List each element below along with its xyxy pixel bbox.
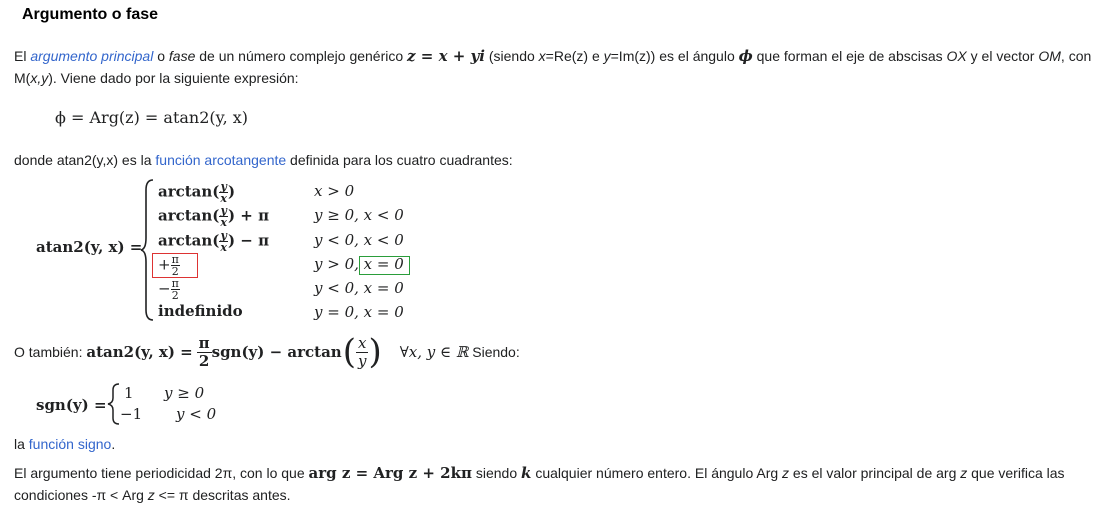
piecewise-row4-cond: y > 0, x = 0: [314, 255, 404, 273]
piecewise-row1-cond: x > 0: [314, 182, 355, 200]
piecewise-row6-expr: indefinido: [158, 302, 243, 320]
link-argumento[interactable]: argumento: [30, 48, 98, 64]
sgn-row1-cond: y ≥ 0: [164, 384, 205, 402]
link-principal[interactable]: principal: [101, 48, 154, 64]
highlight-green-box: [359, 256, 410, 275]
sgn-row2-cond: y < 0: [176, 405, 217, 423]
formula-period: arg z = Arg z + 2kπ: [308, 464, 472, 482]
formula-z: z = x + yi: [407, 47, 485, 65]
piecewise-row3-cond: y < 0, x < 0: [314, 231, 404, 249]
sgn-brace-icon: [107, 382, 121, 426]
left-brace-icon: [140, 178, 156, 322]
intro-paragraph-line1: El argumento principal o fase de un número complejo genérico z = x + yi (siendo x=Re(z) e y=Im(z)) es el ángulo ϕ que forman el eje de abscisas OX y el vector OM, con: [14, 47, 1092, 65]
piecewise-row1-expr: arctan( $\frac{y}{x}$ ): [158, 180, 236, 205]
intro-paragraph-line2: M(x,y). Viene dado por la siguiente expresión:: [14, 70, 299, 86]
highlighted-x-eq-0: x = 0: [363, 255, 404, 273]
donde-paragraph: donde atan2(y,x) es la función arcotangente definida para los cuatro cuadrantes:: [14, 152, 513, 168]
sgn-row2-val: −1: [120, 405, 143, 423]
piecewise-row3-expr: arctan( $\frac{y}{x}$ ) − π: [158, 229, 270, 254]
tambien-line: O también: atan2(y, x) = $\frac{\pi}{2}$ sgn(y) − arctan ( $\frac{x}{y}$ ) ∀x, y ∈ ℝ Siendo:: [14, 332, 520, 372]
section-heading: Argumento o fase: [22, 6, 159, 23]
signo-paragraph: la función signo.: [14, 436, 116, 452]
formula-phi-arg: ϕ = Arg(z) = atan2(y, x): [55, 108, 249, 127]
link-funcion-arcotangente[interactable]: función arcotangente: [155, 152, 287, 168]
piecewise-row5-expr: − $\frac{\pi}{2}$: [158, 277, 179, 302]
piecewise-row6-cond: y = 0, x = 0: [314, 303, 404, 321]
period-paragraph-line1: El argumento tiene periodicidad 2π, con lo que arg z = Arg z + 2kπ siendo k cualquier número entero. El ángulo Arg z es el valor principal de arg z que verifica las: [14, 464, 1065, 482]
sgn-lhs: sgn(y) =: [36, 396, 107, 414]
piecewise-lhs: atan2(y, x) =: [36, 238, 143, 256]
period-paragraph-line2: condiciones -π < Arg z <= π descritas antes.: [14, 487, 291, 503]
piecewise-row4-expr: + $\frac{\pi}{2}$: [158, 253, 179, 278]
piecewise-row5-cond: y < 0, x = 0: [314, 279, 404, 297]
sgn-row1-val: 1: [124, 384, 134, 402]
piecewise-row2-expr: arctan( $\frac{y}{x}$ ) + π: [158, 204, 270, 229]
link-funcion-signo[interactable]: función signo: [28, 436, 112, 452]
piecewise-row2-cond: y ≥ 0, x < 0: [314, 206, 404, 224]
